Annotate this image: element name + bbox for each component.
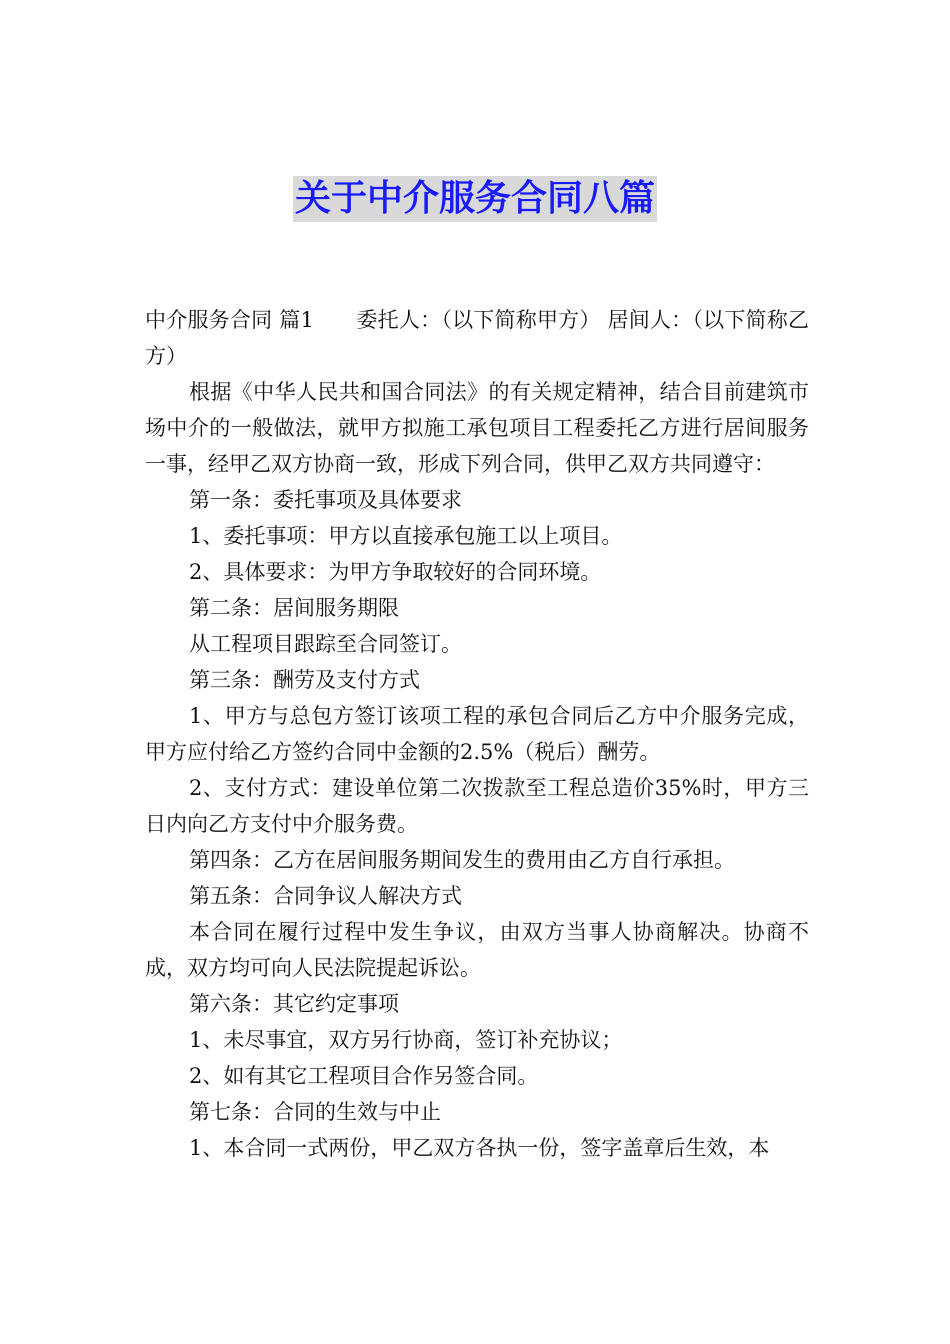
article-2-heading: 第二条：居间服务期限 xyxy=(189,596,399,620)
article-1-item-2: 2、具体要求：为甲方争取较好的合同环境。 xyxy=(189,560,602,584)
document-body xyxy=(145,302,809,1166)
paragraph-intro: 中介服务合同 篇1 委托人：（以下简称甲方） 居间人：（以下简称乙方） xyxy=(145,308,809,368)
article-5-heading: 第五条：合同争议人解决方式 xyxy=(189,884,462,908)
title-container xyxy=(0,176,950,222)
article-5-body: 本合同在履行过程中发生争议，由双方当事人协商解决。协商不成，双方均可向人民法院提起诉讼。 xyxy=(145,920,809,980)
article-3-item-1: 1、甲方与总包方签订该项工程的承包合同后乙方中介服务完成，甲方应付给乙方签约合同中金额的2.5%（税后）酬劳。 xyxy=(145,704,809,764)
article-7-heading: 第七条：合同的生效与中止 xyxy=(189,1100,441,1124)
article-2-body: 从工程项目跟踪至合同签订。 xyxy=(189,632,462,656)
article-3-item-2: 2、支付方式：建设单位第二次拨款至工程总造价35%时，甲方三日内向乙方支付中介服务费。 xyxy=(145,776,809,836)
article-6-heading: 第六条：其它约定事项 xyxy=(189,992,399,1016)
document-title: 关于中介服务合同八篇 xyxy=(293,176,657,222)
article-6-item-1: 1、未尽事宜，双方另行协商，签订补充协议； xyxy=(189,1028,623,1052)
article-7-item-1: 1、本合同一式两份，甲乙双方各执一份，签字盖章后生效，本 xyxy=(189,1136,770,1160)
article-1-heading: 第一条：委托事项及具体要求 xyxy=(189,488,462,512)
article-6-item-2: 2、如有其它工程项目合作另签合同。 xyxy=(189,1064,539,1088)
article-1-item-1: 1、委托事项：甲方以直接承包施工以上项目。 xyxy=(189,524,623,548)
article-4-heading: 第四条：乙方在居间服务期间发生的费用由乙方自行承担。 xyxy=(189,848,735,872)
paragraph-preamble: 根据《中华人民共和国合同法》的有关规定精神，结合目前建筑市场中介的一般做法，就甲方拟施工承包项目工程委托乙方进行居间服务一事，经甲乙双方协商一致，形成下列合同，供甲乙双方共同遵守： xyxy=(145,380,809,476)
article-3-heading: 第三条：酬劳及支付方式 xyxy=(189,668,420,692)
